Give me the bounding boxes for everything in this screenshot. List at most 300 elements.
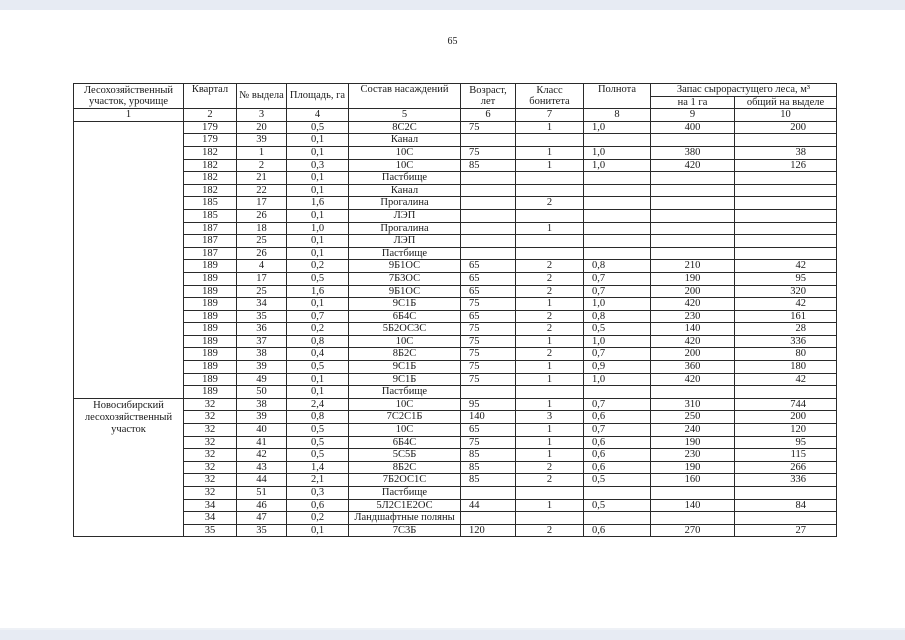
stock-per-ha-cell — [651, 386, 735, 399]
stock-total-cell: 336 — [735, 335, 837, 348]
header-stock: Запас сырорастущего леса, м³ — [651, 84, 837, 97]
column-number-row — [74, 109, 837, 122]
stock-per-ha-cell: 200 — [651, 285, 735, 298]
stock-total-cell — [735, 209, 837, 222]
vydel-cell: 47 — [237, 512, 287, 525]
kvartal-cell: 32 — [184, 474, 237, 487]
bonitet-cell: 2 — [516, 310, 584, 323]
vydel-cell: 17 — [237, 272, 287, 285]
stock-per-ha-cell: 190 — [651, 436, 735, 449]
area-cell: 0,1 — [287, 373, 349, 386]
area-cell: 0,6 — [287, 499, 349, 512]
kvartal-cell: 179 — [184, 121, 237, 134]
fullness-cell: 0,5 — [584, 323, 651, 336]
stock-total-cell: 336 — [735, 474, 837, 487]
vydel-cell: 1 — [237, 146, 287, 159]
stock-total-cell: 38 — [735, 146, 837, 159]
stock-per-ha-cell — [651, 222, 735, 235]
table-row — [74, 474, 837, 487]
table-row — [74, 121, 837, 134]
composition-cell: Канал — [349, 184, 461, 197]
kvartal-cell: 189 — [184, 272, 237, 285]
vydel-cell: 39 — [237, 134, 287, 147]
kvartal-cell: 32 — [184, 449, 237, 462]
column-number: 3 — [237, 109, 287, 122]
table-row — [74, 310, 837, 323]
table-row — [74, 197, 837, 210]
stock-total-cell: 42 — [735, 298, 837, 311]
area-cell: 0,5 — [287, 121, 349, 134]
stock-per-ha-cell — [651, 209, 735, 222]
vydel-cell: 37 — [237, 335, 287, 348]
table-row — [74, 172, 837, 185]
stock-per-ha-cell: 420 — [651, 298, 735, 311]
kvartal-cell: 189 — [184, 285, 237, 298]
vydel-cell: 25 — [237, 235, 287, 248]
kvartal-cell: 189 — [184, 361, 237, 374]
fullness-cell — [584, 386, 651, 399]
vydel-cell: 44 — [237, 474, 287, 487]
fullness-cell: 0,7 — [584, 424, 651, 437]
table-row — [74, 461, 837, 474]
table-row — [74, 512, 837, 525]
fullness-cell — [584, 209, 651, 222]
stock-total-cell: 80 — [735, 348, 837, 361]
stock-per-ha-cell — [651, 487, 735, 500]
age-cell — [461, 247, 516, 260]
kvartal-cell: 32 — [184, 398, 237, 411]
fullness-cell: 0,7 — [584, 348, 651, 361]
stock-total-cell: 95 — [735, 272, 837, 285]
table-header — [74, 84, 837, 122]
column-number: 1 — [74, 109, 184, 122]
age-cell: 75 — [461, 146, 516, 159]
stock-total-cell: 320 — [735, 285, 837, 298]
bonitet-cell: 1 — [516, 222, 584, 235]
age-cell: 85 — [461, 449, 516, 462]
composition-cell: 8Б2С — [349, 461, 461, 474]
header-bonitet: Класс бонитета — [516, 84, 584, 109]
fullness-cell: 0,6 — [584, 436, 651, 449]
table-row — [74, 386, 837, 399]
kvartal-cell: 34 — [184, 512, 237, 525]
age-cell — [461, 184, 516, 197]
stock-total-cell: 27 — [735, 524, 837, 537]
kvartal-cell: 187 — [184, 222, 237, 235]
table-row — [74, 373, 837, 386]
area-cell: 0,2 — [287, 323, 349, 336]
table-row — [74, 487, 837, 500]
kvartal-cell: 189 — [184, 348, 237, 361]
vydel-cell: 51 — [237, 487, 287, 500]
kvartal-cell: 182 — [184, 184, 237, 197]
vydel-cell: 41 — [237, 436, 287, 449]
stock-per-ha-cell: 140 — [651, 323, 735, 336]
bonitet-cell: 1 — [516, 436, 584, 449]
age-cell: 44 — [461, 499, 516, 512]
fullness-cell: 0,7 — [584, 398, 651, 411]
vydel-cell: 42 — [237, 449, 287, 462]
header-stock-per-ha: на 1 га — [651, 96, 735, 109]
area-cell: 0,4 — [287, 348, 349, 361]
stock-total-cell — [735, 386, 837, 399]
stock-total-cell: 42 — [735, 373, 837, 386]
table-row — [74, 209, 837, 222]
stock-per-ha-cell: 190 — [651, 272, 735, 285]
fullness-cell: 1,0 — [584, 121, 651, 134]
column-number: 6 — [461, 109, 516, 122]
header-kvartal: Квартал — [184, 84, 237, 109]
kvartal-cell: 189 — [184, 310, 237, 323]
kvartal-cell: 189 — [184, 298, 237, 311]
stock-total-cell — [735, 222, 837, 235]
column-number: 2 — [184, 109, 237, 122]
stock-total-cell: 180 — [735, 361, 837, 374]
kvartal-cell: 185 — [184, 209, 237, 222]
stock-per-ha-cell: 200 — [651, 348, 735, 361]
fullness-cell: 0,5 — [584, 474, 651, 487]
fullness-cell: 0,8 — [584, 260, 651, 273]
age-cell — [461, 222, 516, 235]
age-cell: 140 — [461, 411, 516, 424]
column-number: 5 — [349, 109, 461, 122]
stock-per-ha-cell: 230 — [651, 310, 735, 323]
fullness-cell — [584, 184, 651, 197]
composition-cell: 9С1Б — [349, 361, 461, 374]
bonitet-cell: 1 — [516, 298, 584, 311]
area-cell: 0,3 — [287, 159, 349, 172]
table-row — [74, 499, 837, 512]
fullness-cell — [584, 172, 651, 185]
vydel-cell: 22 — [237, 184, 287, 197]
bonitet-cell — [516, 247, 584, 260]
fullness-cell — [584, 512, 651, 525]
stock-total-cell: 744 — [735, 398, 837, 411]
area-cell: 0,3 — [287, 487, 349, 500]
composition-cell: Пастбище — [349, 172, 461, 185]
kvartal-cell: 32 — [184, 487, 237, 500]
area-cell: 1,4 — [287, 461, 349, 474]
bonitet-cell — [516, 184, 584, 197]
kvartal-cell: 35 — [184, 524, 237, 537]
bonitet-cell — [516, 386, 584, 399]
stock-total-cell: 28 — [735, 323, 837, 336]
area-cell: 0,2 — [287, 260, 349, 273]
area-cell: 0,7 — [287, 310, 349, 323]
bonitet-cell: 1 — [516, 449, 584, 462]
header-vydel: № выдела — [237, 84, 287, 109]
area-cell: 0,5 — [287, 361, 349, 374]
stock-per-ha-cell: 240 — [651, 424, 735, 437]
vydel-cell: 21 — [237, 172, 287, 185]
bonitet-cell: 1 — [516, 361, 584, 374]
vydel-cell: 36 — [237, 323, 287, 336]
table-row — [74, 398, 837, 411]
composition-cell: 9Б1ОС — [349, 285, 461, 298]
fullness-cell — [584, 247, 651, 260]
stock-total-cell — [735, 197, 837, 210]
header-stock-total: общий на выделе — [735, 96, 837, 109]
composition-cell: 10С — [349, 424, 461, 437]
vydel-cell: 38 — [237, 398, 287, 411]
kvartal-cell: 179 — [184, 134, 237, 147]
fullness-cell: 0,6 — [584, 449, 651, 462]
page-number: 65 — [447, 36, 458, 47]
bonitet-cell: 1 — [516, 373, 584, 386]
bonitet-cell — [516, 487, 584, 500]
age-cell: 75 — [461, 348, 516, 361]
age-cell — [461, 134, 516, 147]
table-row — [74, 272, 837, 285]
age-cell: 85 — [461, 474, 516, 487]
fullness-cell: 1,0 — [584, 335, 651, 348]
stock-per-ha-cell — [651, 247, 735, 260]
vydel-cell: 46 — [237, 499, 287, 512]
bonitet-cell: 2 — [516, 197, 584, 210]
bonitet-cell: 1 — [516, 159, 584, 172]
age-cell: 75 — [461, 323, 516, 336]
area-cell: 0,1 — [287, 524, 349, 537]
vydel-cell: 49 — [237, 373, 287, 386]
stock-per-ha-cell: 360 — [651, 361, 735, 374]
composition-cell: 7С2С1Б — [349, 411, 461, 424]
age-cell: 75 — [461, 121, 516, 134]
vydel-cell: 34 — [237, 298, 287, 311]
table-row — [74, 411, 837, 424]
age-cell: 85 — [461, 159, 516, 172]
fullness-cell: 1,0 — [584, 373, 651, 386]
kvartal-cell: 189 — [184, 260, 237, 273]
composition-cell: ЛЭП — [349, 235, 461, 248]
kvartal-cell: 185 — [184, 197, 237, 210]
age-cell: 65 — [461, 260, 516, 273]
stock-total-cell — [735, 235, 837, 248]
composition-cell: 5Л2С1Е2ОС — [349, 499, 461, 512]
age-cell: 65 — [461, 285, 516, 298]
stock-total-cell — [735, 134, 837, 147]
area-cell: 0,1 — [287, 134, 349, 147]
bonitet-cell: 2 — [516, 323, 584, 336]
header-fullness: Полнота — [584, 84, 651, 109]
stock-per-ha-cell — [651, 172, 735, 185]
stock-total-cell: 120 — [735, 424, 837, 437]
vydel-cell: 26 — [237, 209, 287, 222]
kvartal-cell: 182 — [184, 159, 237, 172]
vydel-cell: 26 — [237, 247, 287, 260]
age-cell — [461, 172, 516, 185]
bonitet-cell — [516, 172, 584, 185]
table-row — [74, 335, 837, 348]
composition-cell: 10С — [349, 335, 461, 348]
stock-per-ha-cell: 230 — [651, 449, 735, 462]
fullness-cell: 0,9 — [584, 361, 651, 374]
area-cell: 2,4 — [287, 398, 349, 411]
bonitet-cell: 2 — [516, 285, 584, 298]
vydel-cell: 25 — [237, 285, 287, 298]
area-cell: 0,5 — [287, 272, 349, 285]
composition-cell: 7С3Б — [349, 524, 461, 537]
stock-total-cell: 161 — [735, 310, 837, 323]
kvartal-cell: 189 — [184, 335, 237, 348]
column-number: 10 — [735, 109, 837, 122]
header-area: Площадь, га — [287, 84, 349, 109]
bonitet-cell: 2 — [516, 524, 584, 537]
area-cell: 0,2 — [287, 512, 349, 525]
stock-per-ha-cell: 420 — [651, 335, 735, 348]
composition-cell: 7Б2ОС1С — [349, 474, 461, 487]
stock-per-ha-cell: 420 — [651, 159, 735, 172]
fullness-cell — [584, 134, 651, 147]
bonitet-cell — [516, 134, 584, 147]
bottom-band — [0, 630, 905, 640]
stock-total-cell: 42 — [735, 260, 837, 273]
age-cell: 65 — [461, 272, 516, 285]
fullness-cell: 1,0 — [584, 159, 651, 172]
stock-total-cell: 200 — [735, 411, 837, 424]
bonitet-cell: 2 — [516, 348, 584, 361]
stock-per-ha-cell — [651, 197, 735, 210]
area-cell: 0,5 — [287, 449, 349, 462]
table-row — [74, 235, 837, 248]
vydel-cell: 4 — [237, 260, 287, 273]
vydel-cell: 40 — [237, 424, 287, 437]
bonitet-cell: 1 — [516, 424, 584, 437]
vydel-cell: 20 — [237, 121, 287, 134]
area-cell: 0,1 — [287, 172, 349, 185]
stock-per-ha-cell — [651, 235, 735, 248]
vydel-cell: 17 — [237, 197, 287, 210]
stock-total-cell — [735, 184, 837, 197]
stock-per-ha-cell — [651, 512, 735, 525]
vydel-cell: 35 — [237, 524, 287, 537]
vydel-cell: 2 — [237, 159, 287, 172]
stock-total-cell: 95 — [735, 436, 837, 449]
vydel-cell: 43 — [237, 461, 287, 474]
stock-total-cell: 200 — [735, 121, 837, 134]
age-cell — [461, 197, 516, 210]
stock-total-cell — [735, 172, 837, 185]
stock-total-cell: 115 — [735, 449, 837, 462]
fullness-cell — [584, 487, 651, 500]
composition-cell: 10С — [349, 146, 461, 159]
stock-per-ha-cell: 210 — [651, 260, 735, 273]
composition-cell: 6Б4С — [349, 436, 461, 449]
kvartal-cell: 32 — [184, 461, 237, 474]
table-row — [74, 524, 837, 537]
forest-stock-table — [73, 83, 837, 537]
area-cell: 2,1 — [287, 474, 349, 487]
composition-cell: 5Б2ОС3С — [349, 323, 461, 336]
bonitet-cell: 2 — [516, 461, 584, 474]
table-row — [74, 436, 837, 449]
stock-total-cell — [735, 487, 837, 500]
age-cell — [461, 235, 516, 248]
table-row — [74, 247, 837, 260]
stock-per-ha-cell: 160 — [651, 474, 735, 487]
fullness-cell — [584, 235, 651, 248]
age-cell — [461, 209, 516, 222]
stock-per-ha-cell: 270 — [651, 524, 735, 537]
stock-per-ha-cell: 190 — [651, 461, 735, 474]
header-age: Возраст, лет — [461, 84, 516, 109]
table-row — [74, 348, 837, 361]
fullness-cell — [584, 197, 651, 210]
composition-cell: 10С — [349, 159, 461, 172]
table-row — [74, 134, 837, 147]
fullness-cell: 0,5 — [584, 499, 651, 512]
area-cell: 0,1 — [287, 209, 349, 222]
age-cell — [461, 512, 516, 525]
fullness-cell: 0,8 — [584, 310, 651, 323]
area-cell: 0,5 — [287, 436, 349, 449]
table-body — [74, 121, 837, 537]
bonitet-cell: 1 — [516, 121, 584, 134]
composition-cell: 10С — [349, 398, 461, 411]
fullness-cell — [584, 222, 651, 235]
area-cell: 1,0 — [287, 222, 349, 235]
stock-per-ha-cell — [651, 184, 735, 197]
column-number: 9 — [651, 109, 735, 122]
table-row — [74, 184, 837, 197]
column-number: 8 — [584, 109, 651, 122]
fullness-cell: 0,6 — [584, 524, 651, 537]
kvartal-cell: 189 — [184, 323, 237, 336]
composition-cell: Пастбище — [349, 386, 461, 399]
composition-cell: 6Б4С — [349, 310, 461, 323]
composition-cell: 8С2С — [349, 121, 461, 134]
kvartal-cell: 32 — [184, 436, 237, 449]
age-cell: 75 — [461, 436, 516, 449]
table-row — [74, 361, 837, 374]
area-cell: 0,8 — [287, 335, 349, 348]
stock-total-cell: 84 — [735, 499, 837, 512]
fullness-cell: 0,7 — [584, 272, 651, 285]
stock-per-ha-cell: 310 — [651, 398, 735, 411]
area-cell: 0,1 — [287, 386, 349, 399]
stock-per-ha-cell: 250 — [651, 411, 735, 424]
composition-cell: 9Б1ОС — [349, 260, 461, 273]
area-cell: 0,5 — [287, 424, 349, 437]
area-cell: 1,6 — [287, 197, 349, 210]
kvartal-cell: 182 — [184, 172, 237, 185]
kvartal-cell: 187 — [184, 247, 237, 260]
stock-per-ha-cell: 380 — [651, 146, 735, 159]
composition-cell: Прогалина — [349, 197, 461, 210]
composition-cell: 8Б2С — [349, 348, 461, 361]
bonitet-cell: 1 — [516, 398, 584, 411]
table-row — [74, 159, 837, 172]
composition-cell: 7Б3ОС — [349, 272, 461, 285]
age-cell: 85 — [461, 461, 516, 474]
kvartal-cell: 189 — [184, 386, 237, 399]
composition-cell: Пастбище — [349, 487, 461, 500]
stock-total-cell — [735, 247, 837, 260]
table-row — [74, 146, 837, 159]
stock-per-ha-cell: 400 — [651, 121, 735, 134]
stock-total-cell — [735, 512, 837, 525]
table-row — [74, 222, 837, 235]
bonitet-cell: 3 — [516, 411, 584, 424]
fullness-cell: 0,7 — [584, 285, 651, 298]
vydel-cell: 18 — [237, 222, 287, 235]
stock-total-cell: 266 — [735, 461, 837, 474]
age-cell: 65 — [461, 310, 516, 323]
header-row — [74, 84, 837, 97]
composition-cell: Ландшафтные поляны — [349, 512, 461, 525]
kvartal-cell: 32 — [184, 424, 237, 437]
table-row — [74, 285, 837, 298]
bonitet-cell: 2 — [516, 272, 584, 285]
